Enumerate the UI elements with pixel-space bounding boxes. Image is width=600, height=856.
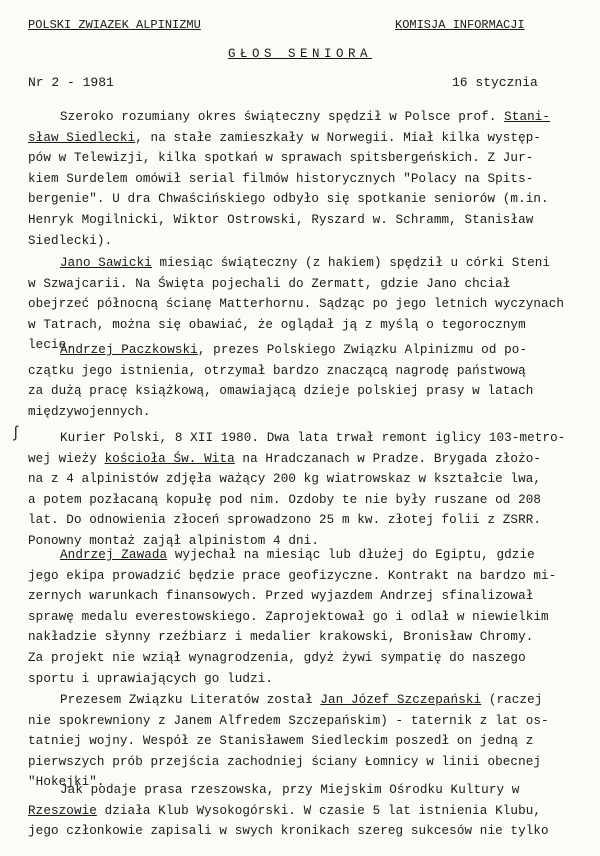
text-line [28,801,573,822]
text-segment: w Szwajcarii. Na Święta pojechali do Zermatt, gdzie Jano chciał [28,276,511,291]
underlined-name: Jano Sawicki [60,256,152,270]
text-segment: wej wieży [28,451,105,466]
text-line [28,128,573,149]
text-line [28,607,573,628]
text-line [28,627,573,648]
text-segment: pierwszych prób przejścia zachodniej ściany Łomnicy w linii obecnej [28,754,542,769]
text-segment: Henryk Mogilnicki, Wiktor Ostrowski, Ryszard w. Schramm, Stanisław [28,212,534,227]
text-line [28,566,573,587]
text-line [28,690,573,711]
text-line [28,340,573,361]
text-line [28,107,573,128]
text-line [28,428,573,449]
text-line [28,361,573,382]
text-segment: za dużą pracę książkową, omawiającą dzieje polskiej prasy w latach [28,384,534,399]
text-segment: na z 4 alpinistów zdjęła ważący 200 kg wiatrowskaz w kształcie lwa, [28,472,542,487]
text-segment: sportu i uprawiających go ludzi. [28,671,274,686]
text-segment: Prezesem Związku Literatów został [60,693,321,707]
text-line [28,711,573,732]
text-segment: tatniej wojny. Wespół ze Stanisławem Siedleckim poszedł on jedną z [28,734,534,749]
text-line [28,490,573,511]
issue-date: 16 stycznia [452,75,538,90]
paragraph [28,428,573,552]
underlined-name: Stani- [504,110,551,124]
text-line [28,586,573,607]
text-segment: działa Klub Wysokogórski. W czasie 5 lat istnienia Klubu, [96,803,542,818]
text-segment: międzywojennych. [28,404,151,419]
text-segment: lat. Do odnowienia złoceń sprowadzono 25 m kw. złotej folii z ZSRR. [28,513,542,528]
text-line [28,669,573,690]
text-segment: czątku jego istnienia, otrzymał bardzo znaczącą nagrodę państwową [28,363,526,378]
text-segment: Kurier Polski, 8 XII 1980. Dwa lata trwał remont iglicy 103-metro- [60,431,566,445]
text-line [28,780,573,801]
text-segment: Za projekt nie wziął wynagrodzenia, gdyż żywi sympatię do naszego [28,650,526,665]
text-segment: Jak podaje prasa rzeszowska, przy Miejskim Ośrodku Kultury w [60,783,520,797]
text-line [28,274,573,295]
text-line [28,648,573,669]
text-segment: bergenie". U dra Chwaścińskiego odbyło się spotkanie seniorów (m.in. [28,192,549,207]
newsletter-title: GŁOS SENIORA [227,47,373,61]
text-segment: (raczej [481,693,543,707]
underlined-name: kościoła Św. Wita [104,451,235,466]
text-segment: na Hradczanach w Pradze. Brygada złożo- [234,451,542,466]
text-segment: nakładzie słynny rzeźbiarz i medalier krakowski, Bronisław Chromy. [28,630,534,645]
text-line [28,189,573,210]
text-line [28,381,573,402]
text-line [28,231,573,252]
text-segment: wyjechał na miesiąc lub dłużej do Egiptu, gdzie [167,548,535,562]
paragraph [28,545,573,689]
text-segment: "Hokejki". [28,775,105,790]
text-segment: zernych warunkach finansowych. Przed wyjazdem Andrzej sfinalizował [28,589,534,604]
text-line [28,148,573,169]
issue-number: Nr 2 - 1981 [28,75,114,90]
text-segment: sprawę medalu everestowskiego. Zaprojektował go i odlał w niewielkim [28,609,549,624]
text-line [28,294,573,315]
paragraph [28,107,573,251]
underlined-name: Rzeszowie [28,803,97,818]
text-segment: , prezes Polskiego Związku Alpinizmu od po- [197,343,528,357]
text-line [28,545,573,566]
commission-name: KOMISJA INFORMACJI [395,18,525,32]
text-segment: kiem Surdelem omówił serial filmów historycznych "Polacy na Spits- [28,171,534,186]
text-line [28,315,573,336]
text-segment: miesiąc świąteczny (z hakiem) spędził u córki Steni [151,256,551,270]
text-line [28,402,573,423]
text-segment: a potem pozłacaną kopułę pod nim. Ozdoby te nie były ruszane od 208 [28,492,542,507]
text-segment: w Tatrach, można się obawiać, że oglądał ją z myślą o tegorocznym [28,317,526,332]
text-segment: Siedlecki). [28,233,113,248]
text-line [28,253,573,274]
text-line [28,449,573,470]
text-segment: pów w Telewizji, kilka spotkań w sprawach spitsbergeńskich. Z Jur- [28,151,534,166]
underlined-name: Jan Józef Szczepański [320,693,482,707]
text-line [28,469,573,490]
text-segment: Szeroko rozumiany okres świąteczny spędził w Polsce prof. [60,110,505,124]
underlined-name: Andrzej Paczkowski [60,343,198,357]
text-segment: jego członkowie zapisali w swych kronikach szereg sukcesów nie tylko [28,824,549,839]
text-line [28,210,573,231]
text-line [28,731,573,752]
text-segment: lecie. [28,338,74,353]
text-line [28,510,573,531]
text-segment: Ponowny montaż zajął alpinistom 4 dni. [28,533,319,548]
margin-mark: ʃ [11,424,21,442]
text-line [28,169,573,190]
text-line [28,752,573,773]
underlined-name: sław Siedlecki [28,130,136,145]
organization-name: POLSKI ZWIAZEK ALPINIZMU [28,18,201,32]
text-segment: nie spokrewniony z Janem Alfredem Szczepańskim) - taternik z lat os- [28,713,549,728]
text-segment: , na stałe zamieszkały w Norwegii. Miał kilka występ- [135,130,542,145]
text-segment: jego ekipa prowadzić będzie prace geofizyczne. Kontrakt na bardzo mi- [28,568,557,583]
text-segment: obejrzeć północną ścianę Matterhornu. Sądząc po jego letnich wyczynach [28,297,565,312]
paragraph [28,340,573,422]
text-line [28,821,573,842]
paragraph [28,690,573,793]
underlined-name: Andrzej Zawada [60,548,168,562]
paragraph [28,780,573,842]
